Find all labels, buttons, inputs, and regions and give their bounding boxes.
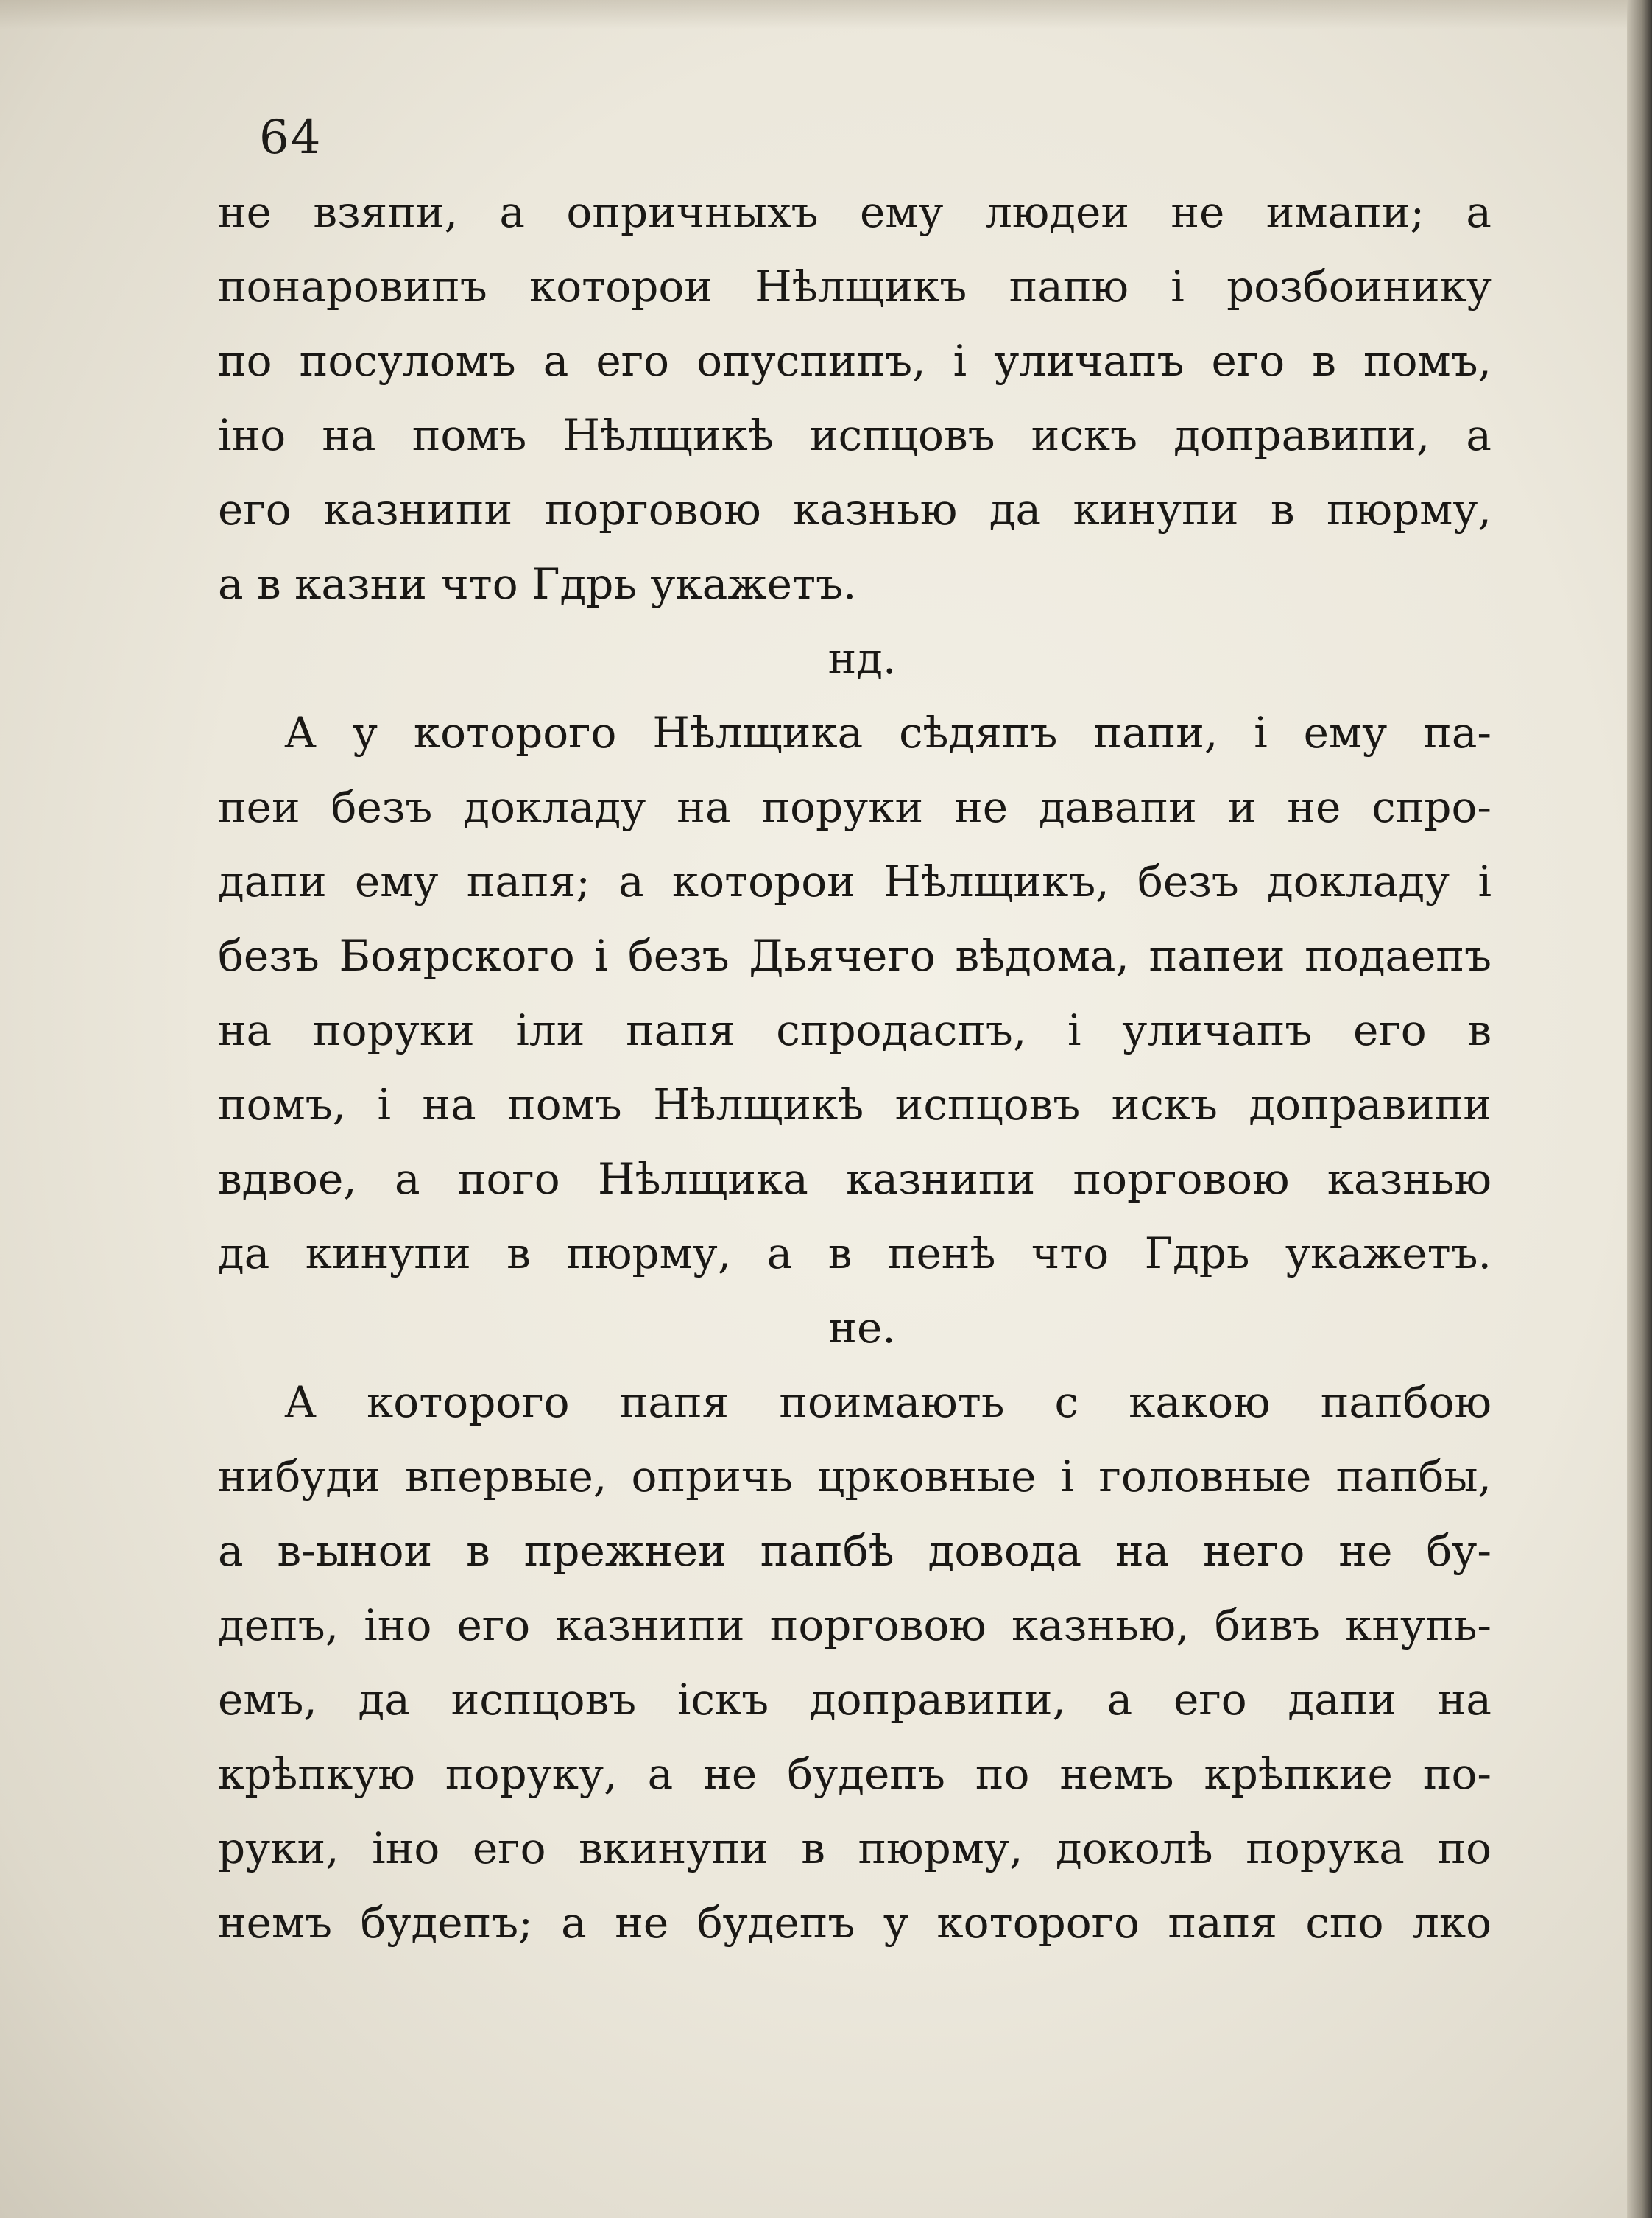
- text-line: пеи безъ докладу на поруки не давапи и не спро-: [218, 782, 1492, 832]
- text-line: руки, іно его вкинупи в пюрму, доколѣ порука по: [218, 1823, 1492, 1873]
- page-top-shadow: [0, 0, 1652, 29]
- text-line: вдвое, а пого Нѣлщика казнипи порговою казнью: [218, 1154, 1492, 1204]
- text-line: іно на помъ Нѣлщикѣ испцовъ искъ доправипи, а: [218, 410, 1492, 460]
- page-number: 64: [259, 110, 322, 165]
- body-text: [218, 175, 1492, 1960]
- text-line: крѣпкую поруку, а не будепъ по немъ крѣпкие по-: [218, 1749, 1492, 1799]
- text-line: дапи ему папя; а которои Нѣлщикъ, безъ докладу і: [218, 856, 1492, 906]
- text-line: понаровипъ которои Нѣлщикъ папю і розбоинику: [218, 261, 1492, 311]
- page-edge: [1627, 0, 1652, 2218]
- text-line: а в-ынои в прежнеи папбѣ довода на него не бу-: [218, 1526, 1492, 1576]
- text-line: нибуди впервые, опричь црковные і головные папбы,: [218, 1451, 1492, 1501]
- section-number: не.: [828, 1303, 896, 1353]
- text-line: немъ будепъ; а не будепъ у которого папя спо лко: [218, 1898, 1492, 1948]
- text-line: А которого папя поимають с какою папбою: [284, 1377, 1492, 1427]
- text-line: не взяпи, а опричныхъ ему людеи не имапи; а: [218, 187, 1492, 237]
- text-line: емъ, да испцовъ іскъ доправипи, а его дапи на: [218, 1675, 1492, 1725]
- text-line: помъ, і на помъ Нѣлщикѣ испцовъ искъ доправипи: [218, 1080, 1492, 1130]
- text-line: по посуломъ а его опуспипъ, і уличапъ его в помъ,: [218, 336, 1492, 386]
- text-line: да кинупи в пюрму, а в пенѣ что Гдрь укажетъ.: [218, 1228, 1492, 1278]
- text-line: на поруки іли папя спродаспъ, і уличапъ его в: [218, 1005, 1492, 1055]
- text-line: а в казни что Гдрь укажетъ.: [218, 559, 857, 609]
- text-line: его казнипи порговою казнью да кинупи в пюрму,: [218, 485, 1492, 535]
- text-line: депъ, іно его казнипи порговою казнью, бивъ кнупь-: [218, 1600, 1492, 1650]
- text-line: А у которого Нѣлщика сѣдяпъ папи, і ему па-: [284, 708, 1492, 758]
- text-line: безъ Боярского і безъ Дьячего вѣдома, папеи подаепъ: [218, 931, 1492, 981]
- section-number: нд.: [827, 633, 897, 683]
